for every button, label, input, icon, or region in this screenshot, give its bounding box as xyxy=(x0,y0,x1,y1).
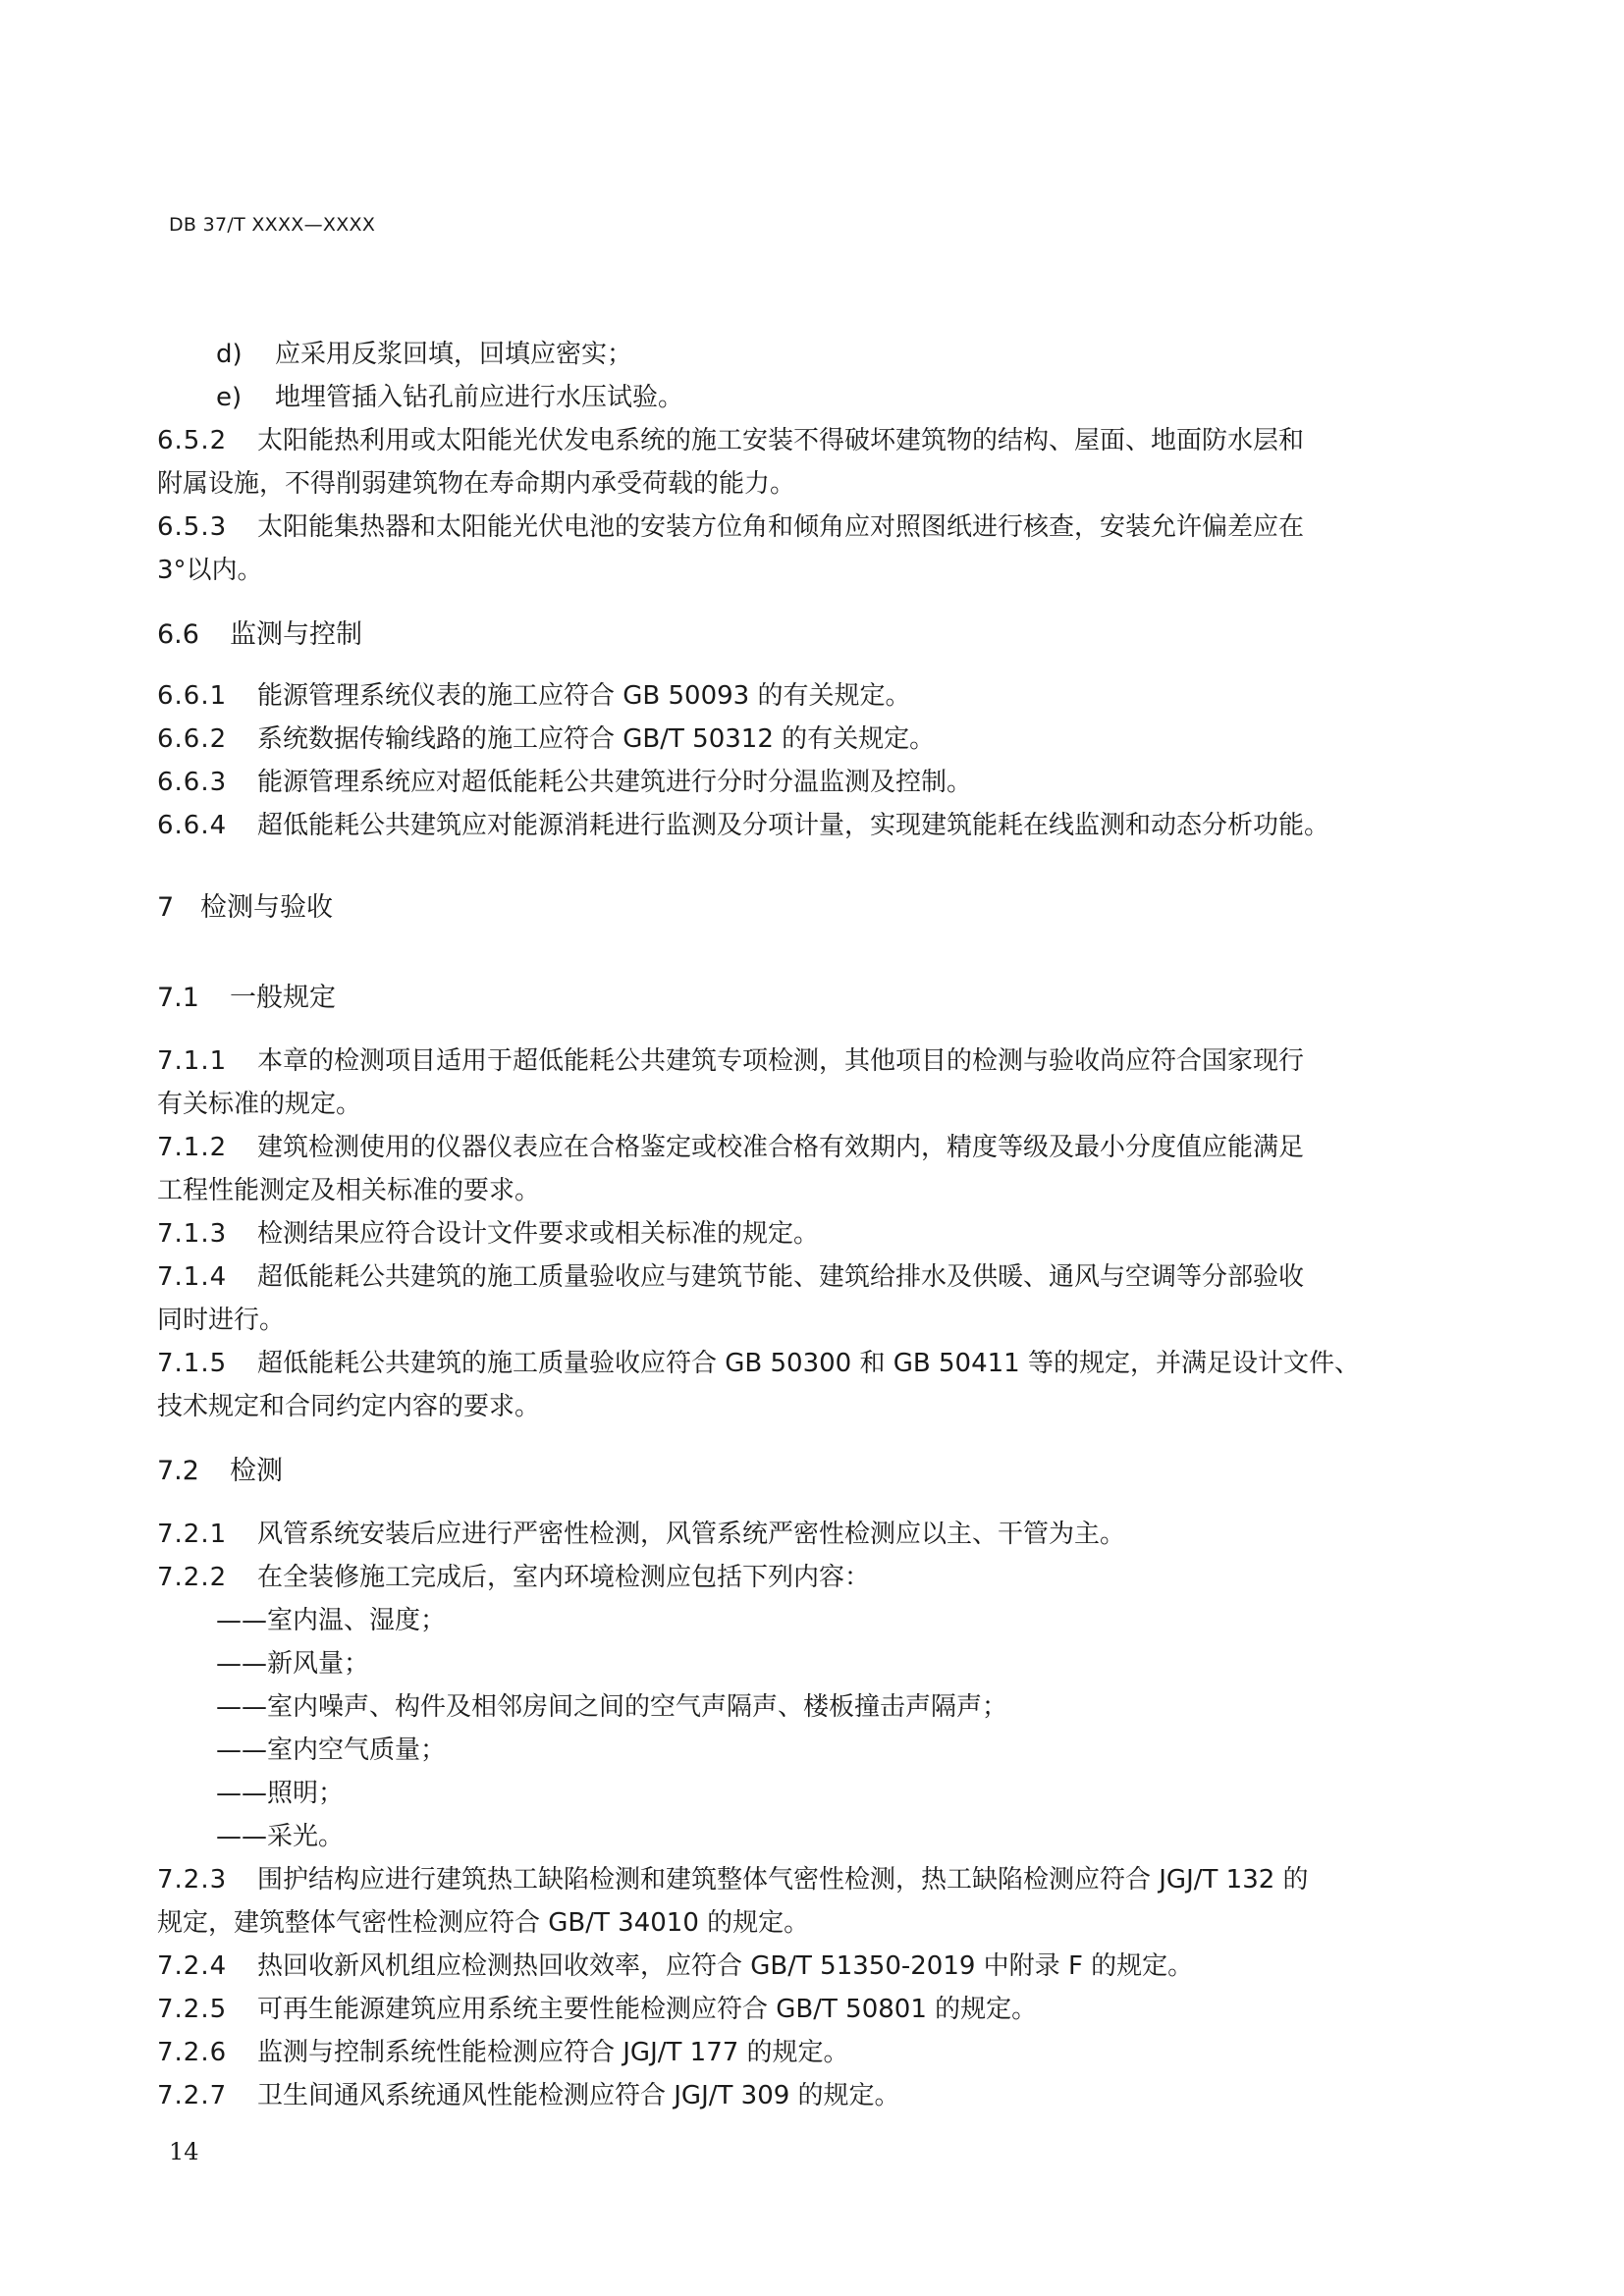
list-label-e: e) xyxy=(216,383,243,412)
clause-text: 检测结果应符合设计文件要求或相关标准的规定。 xyxy=(257,1219,820,1249)
clause-number: 7.1.5 xyxy=(157,1349,228,1378)
section-title: 一般规定 xyxy=(230,983,336,1013)
list-label-d: d) xyxy=(216,340,243,369)
clause-text-cont: 同时进行。 xyxy=(157,1306,286,1335)
clause-text: 能源管理系统仪表的施工应符合 GB 50093 的有关规定。 xyxy=(257,681,911,711)
clause-text-cont: 规定，建筑整体气密性检测应符合 GB/T 34010 的规定。 xyxy=(157,1908,810,1938)
clause-number: 6.6.3 xyxy=(157,768,228,797)
chapter-number: 7 xyxy=(157,892,175,923)
clause-text: 围护结构应进行建筑热工缺陷检测和建筑整体气密性检测，热工缺陷检测应符合 JGJ/T 132 的 xyxy=(257,1865,1309,1895)
clause-text-cont: 附属设施，不得削弱建筑物在寿命期内承受荷载的能力。 xyxy=(157,469,796,499)
clause-number: 7.1.3 xyxy=(157,1219,228,1249)
clause-number: 7.1.4 xyxy=(157,1262,228,1292)
clause-text: 本章的检测项目适用于超低能耗公共建筑专项检测，其他项目的检测与验收尚应符合国家现行 xyxy=(257,1046,1305,1076)
section-number: 6.6 xyxy=(157,619,199,650)
clause-number: 6.6.1 xyxy=(157,681,228,711)
clause-number: 6.5.3 xyxy=(157,512,228,542)
clause-text: 系统数据传输线路的施工应符合 GB/T 50312 的有关规定。 xyxy=(257,724,936,754)
clause-number: 7.2.2 xyxy=(157,1563,228,1592)
clause-text: 可再生能源建筑应用系统主要性能检测应符合 GB/T 50801 的规定。 xyxy=(257,1995,1038,2024)
clause-number: 6.5.2 xyxy=(157,426,228,455)
clause-text: 能源管理系统应对超低能耗公共建筑进行分时分温监测及控制。 xyxy=(257,768,973,797)
page-number: 14 xyxy=(169,2138,199,2165)
section-number: 7.2 xyxy=(157,1456,199,1486)
list-item-e: 地埋管插入钻孔前应进行水压试验。 xyxy=(275,383,684,412)
clause-text: 在全装修施工完成后，室内环境检测应包括下列内容： xyxy=(257,1563,871,1592)
dash-list-item: ——室内空气质量； xyxy=(216,1735,447,1765)
clause-number: 7.1.2 xyxy=(157,1133,228,1162)
dash-list-item: ——新风量； xyxy=(216,1649,370,1679)
clause-text: 超低能耗公共建筑的施工质量验收应与建筑节能、建筑给排水及供暖、通风与空调等分部验收 xyxy=(257,1262,1305,1292)
clause-text: 超低能耗公共建筑的施工质量验收应符合 GB 50300 和 GB 50411 等的规定，并满足设计文件、 xyxy=(257,1349,1360,1378)
clause-number: 7.1.1 xyxy=(157,1046,228,1076)
clause-text: 建筑检测使用的仪器仪表应在合格鉴定或校准合格有效期内，精度等级及最小分度值应能满足 xyxy=(257,1133,1305,1162)
document-code-header: DB 37/T XXXX—XXXX xyxy=(169,214,376,236)
dash-list-item: ——采光。 xyxy=(216,1822,345,1851)
clause-text-cont: 有关标准的规定。 xyxy=(157,1090,362,1119)
clause-number: 7.2.6 xyxy=(157,2038,228,2067)
section-number: 7.1 xyxy=(157,983,199,1013)
section-title: 检测 xyxy=(230,1456,283,1486)
clause-text: 监测与控制系统性能检测应符合 JGJ/T 177 的规定。 xyxy=(257,2038,849,2067)
clause-number: 7.2.3 xyxy=(157,1865,228,1895)
dash-list-item: ——室内噪声、构件及相邻房间之间的空气声隔声、楼板撞击声隔声； xyxy=(216,1692,1008,1722)
clause-number: 7.2.1 xyxy=(157,1520,228,1549)
clause-text: 热回收新风机组应检测热回收效率，应符合 GB/T 51350-2019 中附录 F 的规定。 xyxy=(257,1951,1194,1981)
clause-text-cont: 技术规定和合同约定内容的要求。 xyxy=(157,1392,541,1421)
list-item-d: 应采用反浆回填，回填应密实； xyxy=(275,340,633,369)
clause-text: 卫生间通风系统通风性能检测应符合 JGJ/T 309 的规定。 xyxy=(257,2081,900,2110)
clause-text: 太阳能热利用或太阳能光伏发电系统的施工安装不得破坏建筑物的结构、屋面、地面防水层和 xyxy=(257,426,1305,455)
clause-number: 7.2.4 xyxy=(157,1951,228,1981)
clause-text: 太阳能集热器和太阳能光伏电池的安装方位角和倾角应对照图纸进行核查，安装允许偏差应在 xyxy=(257,512,1305,542)
clause-number: 6.6.2 xyxy=(157,724,228,754)
clause-number: 6.6.4 xyxy=(157,811,228,840)
clause-text-cont: 工程性能测定及相关标准的要求。 xyxy=(157,1176,541,1205)
clause-text: 风管系统安装后应进行严密性检测，风管系统严密性检测应以主、干管为主。 xyxy=(257,1520,1126,1549)
chapter-title: 检测与验收 xyxy=(200,892,333,923)
dash-list-item: ——照明； xyxy=(216,1779,345,1808)
section-title: 监测与控制 xyxy=(230,619,362,650)
clause-text-cont: 3°以内。 xyxy=(157,556,263,585)
clause-number: 7.2.7 xyxy=(157,2081,228,2110)
clause-number: 7.2.5 xyxy=(157,1995,228,2024)
clause-text: 超低能耗公共建筑应对能源消耗进行监测及分项计量，实现建筑能耗在线监测和动态分析功能。 xyxy=(257,811,1330,840)
dash-list-item: ——室内温、湿度； xyxy=(216,1606,447,1635)
